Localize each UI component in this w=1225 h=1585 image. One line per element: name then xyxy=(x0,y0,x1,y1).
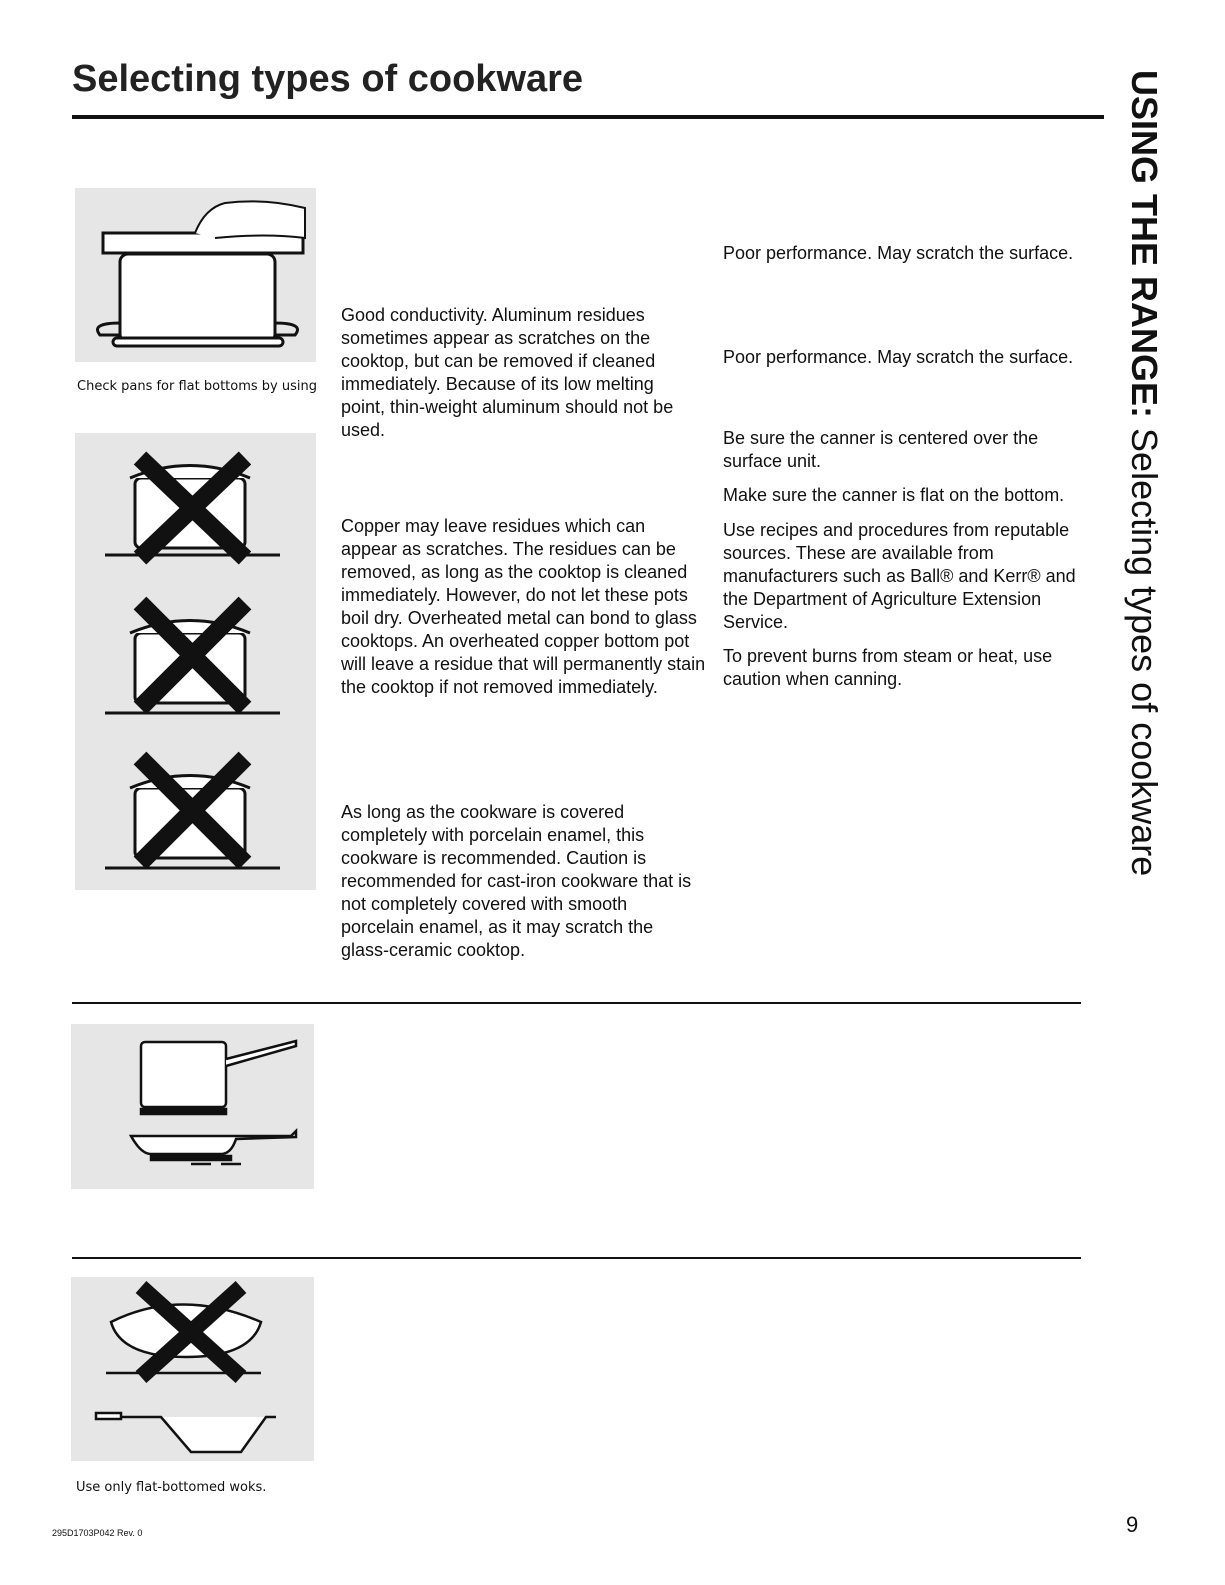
section-divider xyxy=(72,1002,1081,1004)
canner-flat-text: Make sure the canner is flat on the bottom. xyxy=(723,485,1065,505)
woks-caption: Use only flat-bottomed woks. xyxy=(76,1480,267,1495)
side-tab xyxy=(1123,70,1165,876)
poor-performance-2: Poor performance. May scratch the surface. xyxy=(723,347,1074,367)
page-title: Selecting types of cookware xyxy=(72,58,584,100)
canning-burns-text: To prevent burns from steam or heat, use caution when canning. xyxy=(723,646,1053,689)
side-tab-topic: Selecting types of cookware xyxy=(1124,428,1165,877)
crossed-pot-icon xyxy=(105,458,280,558)
side-tab-section: USING THE RANGE: xyxy=(1124,70,1165,419)
canner-centered-text: Be sure the canner is centered over the surface unit. xyxy=(723,428,1039,471)
section-divider xyxy=(72,1257,1081,1259)
copper-text: Copper may leave residues which can appear as scratches. The residues can be removed, as long as the cooktop is cleaned immediately. However, do not let these pots boil dry. Overheated metal can bond to glass cooktops. An overheated copper bottom pot will leave a residue that will permanently stain the cooktop if not removed immediately. xyxy=(341,516,706,697)
page-number: 9 xyxy=(1126,1512,1139,1537)
pan-size-illustration xyxy=(71,1024,314,1189)
flat-bottom-check-illustration xyxy=(75,188,316,362)
document-id: 295D1703P042 Rev. 0 xyxy=(52,1528,143,1538)
aluminum-text: Good conductivity. Aluminum residues sometimes appear as scratches on the cooktop, but can be removed if cleaned immediately. Because of its low melting point, thin-weight aluminum should not be used. xyxy=(341,305,674,440)
wok-illustration xyxy=(71,1277,314,1461)
incorrect-pots-illustration xyxy=(75,433,316,890)
flat-bottom-caption: Check pans for flat bottoms by using xyxy=(77,379,317,394)
title-divider xyxy=(72,115,1104,119)
enamel-text: As long as the cookware is covered completely with porcelain enamel, this cookware is recommended. Caution is recommended for cast-iron cookware that is not completely covered with smooth porcelain enamel, as it may scratch the glass-ceramic cooktop. xyxy=(341,802,692,960)
canning-recipes-text: Use recipes and procedures from reputable sources. These are available from manufacturers such as Ball® and Kerr® and the Department of Agriculture Extension Service. xyxy=(723,520,1076,632)
poor-performance-1: Poor performance. May scratch the surface. xyxy=(723,243,1074,263)
